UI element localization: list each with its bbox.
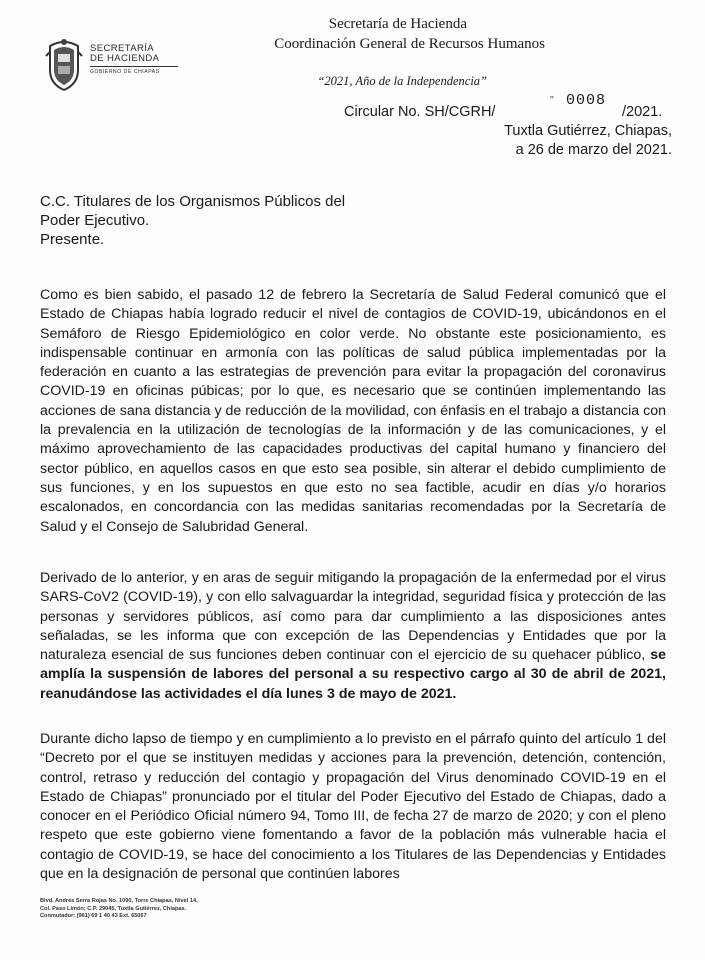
addressee (40, 192, 345, 249)
circular-number-mark: '' (550, 95, 554, 106)
logo-divider (90, 66, 178, 67)
header-coordinacion: Coordinación General de Recursos Humanos (274, 36, 545, 52)
circular-label: Circular No. SH/CGRH/ (344, 104, 496, 120)
circular-year: /2021. (622, 104, 663, 120)
place: Tuxtla Gutiérrez, Chiapas, (504, 123, 672, 139)
footer-line1: Blvd. Andrés Serra Rojas No. 1090, Torre Chiapas, Nivel 14, (40, 898, 198, 904)
logo-line2: DE HACIENDA (90, 53, 160, 64)
logo-line1: SECRETARÍA (90, 43, 155, 54)
footer-address (40, 898, 198, 921)
header-secretaria: Secretaría de Hacienda (328, 16, 467, 32)
header-motto: “2021, Año de la Independencia” (317, 74, 487, 88)
logo-subtitle: GOBIERNO DE CHIAPAS (90, 69, 160, 75)
footer-line2: Col. Paso Limón; C.P. 29045, Tuxtla Gutiérrez, Chiapas. (40, 905, 187, 912)
logo-wordmark (90, 44, 178, 75)
paragraph-1: Como es bien sabido, el pasado 12 de febrero la Secretaría de Salud Federal comunicó que el Estado de Chiapas había logrado reducir el nivel de contagios de COVID-19, ubicándonos en el Semáforo de Riesgo Epidemiológico en color verde. No obstante este posicionamiento, es indispensable continuar en armonía con las políticas de salud pública implementadas por la federación en cuanto a las estrategias de prevención para evitar la propagación del coronavirus COVID-19 en oficinas púbicas; por lo que, es necesario que se continúen implementando las acciones de sana distancia y de reducción de la movilidad, con énfasis en el trabajo a distancia con la prevalencia en la utilización de tecnologías de la información y de las comunicaciones, y el máximo aprovechamiento de las capacidades productivas del capital humano y financiero del sector público, en aquellos casos en que esto sea posible, sin alterar el debido cumplimiento de sus funciones, y en los supuestos en que esto no sea factible, acudir en días y/o horarios escalonados, en concordancia con las medidas sanitarias recomendadas por la Secretaría de Salud y el Consejo de Salubridad General. (40, 287, 666, 535)
paragraph-3: Durante dicho lapso de tiempo y en cumplimiento a lo previsto en el párrafo quinto del artículo 1 del “Decreto por el que se instituyen medidas y acciones para la prevención, detención, contención, control, retraso y reducción del contagio y propagación del Virus denominado COVID-19 en el Estado de Chiapas” pronunciado por el titular del Poder Ejecutivo del Estado de Chiapas, dado a conocer en el Periódico Oficial número 94, Tomo III, de fecha 27 de marzo de 2020; y con el pleno respeto que este gobierno viene fomentando a favor de la población más vulnerable hacia el contagio de COVID-19, se hace del conocimiento a los Titulares de las Dependencias y Entidades que en la designación de personal que continúen labores (40, 731, 666, 883)
addressee-line2: Poder Ejecutivo. (40, 212, 150, 229)
addressee-present: Presente. (40, 231, 105, 248)
secretaria-logo (44, 36, 184, 100)
paragraph-2-bold: se amplía la suspensión de labores del personal a su respectivo cargo al 30 de abril de 2021, reanudándose las actividades el día lunes 3 de mayo de 2021. (40, 647, 666, 702)
paragraph-2 (40, 569, 666, 704)
footer-line3: Conmutador: (961) 69 1 40 43 Ext. 65067 (40, 913, 147, 919)
coat-of-arms-icon (44, 36, 84, 92)
date: a 26 de marzo del 2021. (515, 142, 672, 158)
place-date (504, 122, 672, 160)
circular-number: 0008 (566, 92, 607, 109)
addressee-line1: C.C. Titulares de los Organismos Públicos del (40, 193, 346, 210)
paragraph-2-text: Derivado de lo anterior, y en aras de seguir mitigando la propagación de la enfermedad por el virus SARS-CoV2 (COVID-19), y con ello salvaguardar la integridad, seguridad física y protección de las personas y servidores públicos, así como para dar cumplimiento a las disposiciones antes señaladas, se les informa que con excepción de las Dependencias y Entidades que por la naturaleza esencial de sus funciones deben continuar con el ejercicio de su quehacer público, (40, 570, 666, 664)
